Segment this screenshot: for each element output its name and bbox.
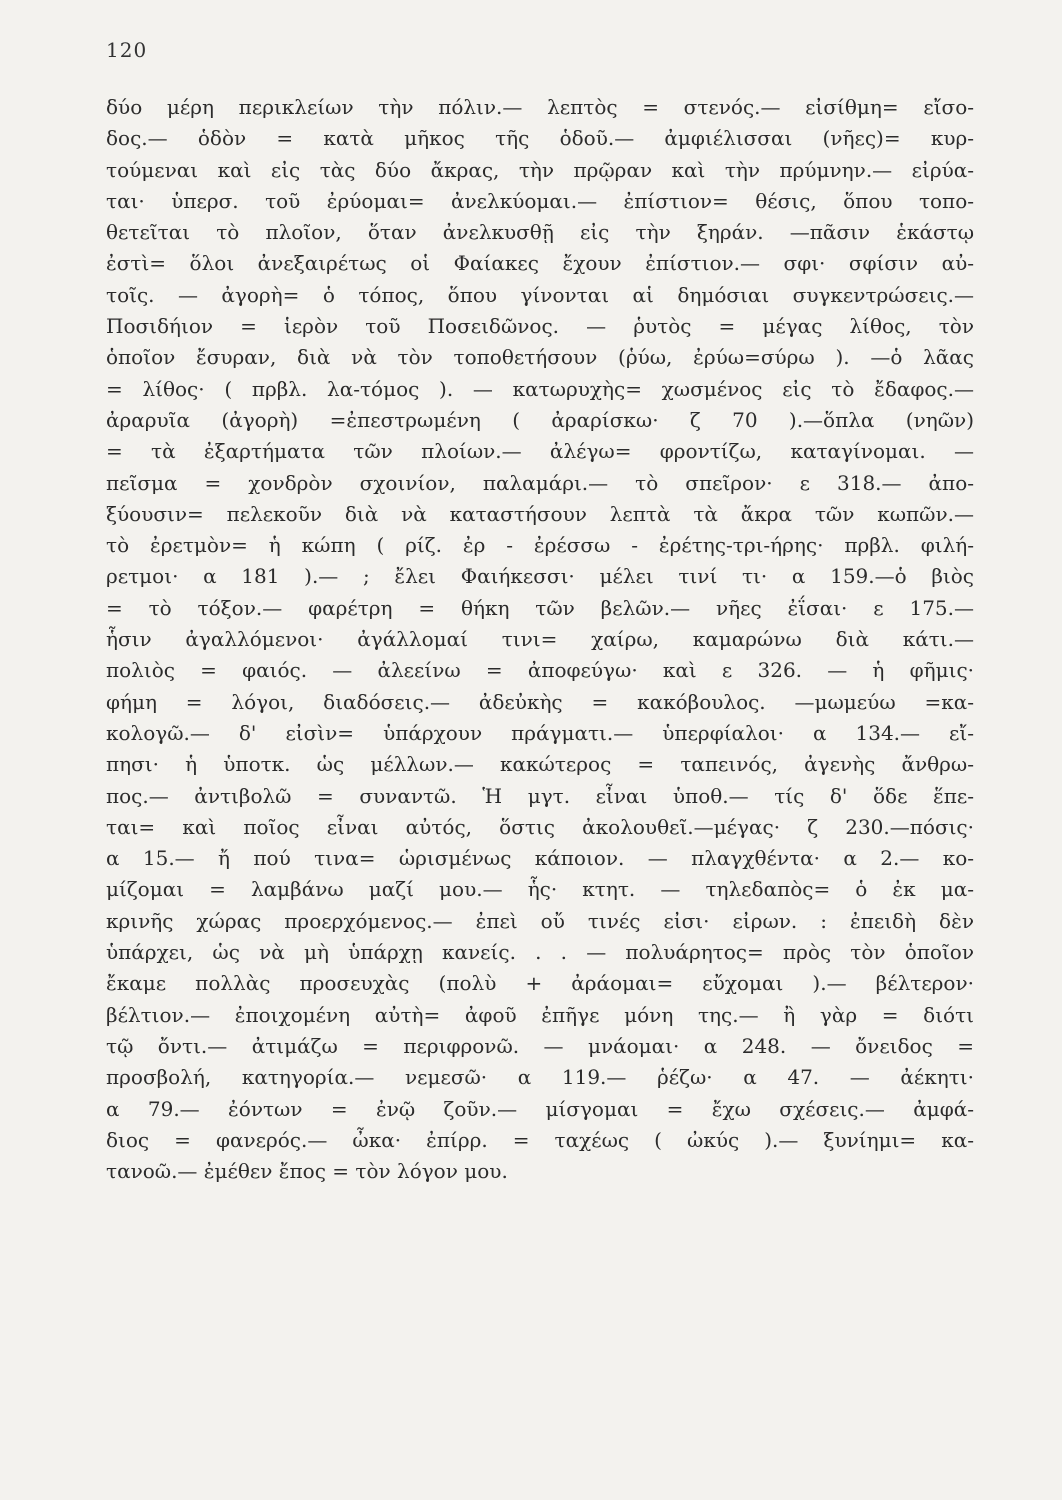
text-line: τοῖς. — ἀγορὴ= ὁ τόπος, ὅπου γίνονται αἱ δημόσιαι συγκεντρώσεις.— bbox=[106, 282, 974, 307]
text-line: ται= καὶ ποῖος εἶναι αὐτός, ὅστις ἀκολουθεῖ.—μέγας· ζ 230.—πόσις· bbox=[106, 814, 974, 839]
text-line: ἔκαμε πολλὰς προσευχὰς (πολὺ + ἀράομαι= εὔχομαι ).— βέλτερον· bbox=[106, 971, 974, 996]
text-line: κρινῆς χώρας προερχόμενος.— ἐπεὶ οὔ τινές εἰσι· εἰρων. : ἐπειδὴ δὲν bbox=[106, 908, 974, 933]
text-line: δος.— ὁδὸν = κατὰ μῆκος τῆς ὁδοῦ.— ἀμφιέλισσαι (νῆες)= κυρ- bbox=[106, 126, 974, 151]
text-line: τούμεναι καὶ εἰς τὰς δύο ἄκρας, τὴν πρῷραν καὶ τὴν πρύμνην.— εἰρύα- bbox=[106, 157, 974, 182]
text-line: δύο μέρη περικλείων τὴν πόλιν.— λεπτὸς = στενός.— εἰσίθμη= εἴσο- bbox=[106, 95, 974, 119]
glossary-text bbox=[106, 92, 974, 1187]
text-line: ὑπάρχει, ὡς νὰ μὴ ὑπάρχῃ κανείς. . . — πολυάρητος= πρὸς τὸν ὁποῖον bbox=[106, 940, 974, 965]
text-line: διος = φανερός.— ὦκα· ἐπίρρ. = ταχέως ( ὠκύς ).— ξυνίημι= κα- bbox=[106, 1127, 974, 1152]
text-line: = τὸ τόξον.— φαρέτρη = θήκη τῶν βελῶν.— νῆες ἐΐσαι· ε 175.— bbox=[106, 595, 974, 620]
page-number: 120 bbox=[106, 38, 148, 62]
text-line: ὁποῖον ἔσυραν, διὰ νὰ τὸν τοποθετήσουν (ῥύω, ἐρύω=σύρω ). —ὁ λᾶας bbox=[106, 345, 974, 370]
text-line: πολιὸς = φαιός. — ἀλεείνω = ἀποφεύγω· καὶ ε 326. — ἡ φῆμις· bbox=[106, 658, 974, 683]
text-line: ἧσιν ἀγαλλόμενοι· ἀγάλλομαί τινι= χαίρω, καμαρώνω διὰ κάτι.— bbox=[106, 627, 974, 652]
text-line: θετεῖται τὸ πλοῖον, ὅταν ἀνελκυσθῇ εἰς τὴν ξηράν. —πᾶσιν ἑκάστῳ bbox=[106, 220, 974, 245]
text-line: φήμη = λόγοι, διαδόσεις.— ἀδεὐκὴς = κακόβουλος. —μωμεύω =κα- bbox=[106, 689, 974, 714]
text-line: α 79.— ἐόντων = ἐνῷ ζοῦν.— μίσγομαι = ἔχω σχέσεις.— ἀμφά- bbox=[106, 1096, 974, 1121]
text-line: τῷ ὄντι.— ἀτιμάζω = περιφρονῶ. — μνάομαι· α 248. — ὄνειδος = bbox=[106, 1033, 974, 1058]
text-line: ἐστὶ= ὅλοι ἀνεξαιρέτως οἱ Φαίακες ἔχουν ἐπίστιον.— σφι· σφίσιν αὐ- bbox=[106, 251, 974, 276]
text-line: τὸ ἐρετμὸν= ἡ κώπη ( ρίζ. ἐρ - ἐρέσσω - ἐρέτης-τρι-ήρης· πρβλ. φιλή- bbox=[106, 533, 974, 558]
text-line: μίζομαι = λαμβάνω μαζί μου.— ἧς· κτητ. — τηλεδαπὸς= ὁ ἐκ μα- bbox=[106, 877, 974, 902]
text-line: ἀραρυῖα (ἀγορὴ) =ἐπεστρωμένη ( ἀραρίσκω· ζ 70 ).—ὅπλα (νηῶν) bbox=[106, 407, 974, 432]
text-line: πησι· ἡ ὑποτκ. ὡς μέλλων.— κακώτερος = ταπεινός, ἀγενὴς ἄνθρω- bbox=[106, 752, 974, 777]
text-line: ται· ὑπερσ. τοῦ ἐρύομαι= ἀνελκύομαι.— ἐπίστιον= θέσις, ὅπου τοπο- bbox=[106, 188, 974, 213]
text-line: πεῖσμα = χονδρὸν σχοινίον, παλαμάρι.— τὸ σπεῖρον· ε 318.— ἀπο- bbox=[106, 470, 974, 495]
text-line: ρετμοι· α 181 ).— ; ἔλει Φαιήκεσσι· μέλει τινί τι· α 159.—ὁ βιὸς bbox=[106, 564, 974, 589]
text-line: κολογῶ.— δ' εἰσὶν= ὑπάρχουν πράγματι.— ὑπερφίαλοι· α 134.— εἴ- bbox=[106, 720, 974, 745]
text-line: βέλτιον.— ἐποιχομένη αὐτὴ= ἀφοῦ ἐπῆγε μόνη της.— ἢ γὰρ = διότι bbox=[106, 1002, 974, 1027]
text-line: πος.— ἀντιβολῶ = συναντῶ. Ἡ μγτ. εἶναι ὑποθ.— τίς δ' ὅδε ἕπε- bbox=[106, 783, 974, 808]
text-line: ξύουσιν= πελεκοῦν διὰ νὰ καταστήσουν λεπτὰ τὰ ἄκρα τῶν κωπῶν.— bbox=[106, 501, 974, 526]
text-line: τανοῶ.— ἐμέθεν ἔπος = τὸν λόγον μου. bbox=[106, 1159, 508, 1184]
text-line: α 15.— ἤ πού τινα= ὡρισμένως κάποιον. — πλαγχθέντα· α 2.— κο- bbox=[106, 846, 974, 871]
text-line: = λίθος· ( πρβλ. λα-τόμος ). — κατωρυχὴς= χωσμένος εἰς τὸ ἔδαφος.— bbox=[106, 376, 974, 401]
text-line: = τὰ ἐξαρτήματα τῶν πλοίων.— ἀλέγω= φροντίζω, καταγίνομαι. — bbox=[106, 439, 974, 464]
text-line: Ποσιδήιον = ἱερὸν τοῦ Ποσειδῶνος. — ῥυτὸς = μέγας λίθος, τὸν bbox=[106, 314, 974, 339]
text-line: προσβολή, κατηγορία.— νεμεσῶ· α 119.— ῥέζω· α 47. — ἀέκητι· bbox=[106, 1065, 974, 1090]
